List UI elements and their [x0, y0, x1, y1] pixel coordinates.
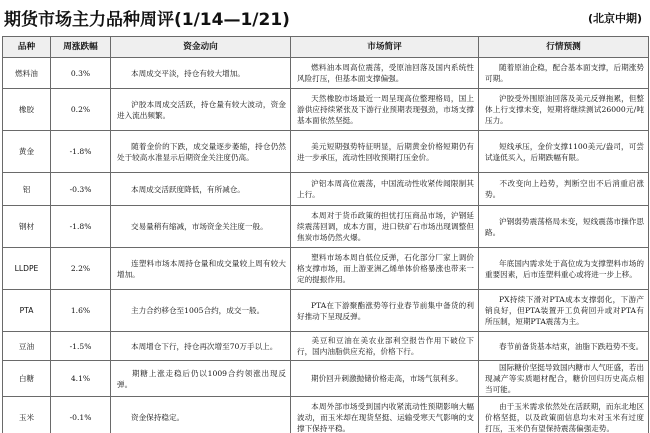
weekly-change: 2.2%	[51, 248, 111, 290]
futures-weekly-table	[2, 36, 649, 433]
forecast-value: 年底国内需求处于高位成为支撑塑料市场的重要因素，后市连塑料重心或将进一步上移。	[485, 258, 644, 279]
forecast-value: 由于玉米需求依然处在活跃期，而东北地区价格坚挺，以及政策面信息均未对玉米有过度打压，玉米仍有望保持震荡偏强走势。	[485, 402, 644, 433]
fund-flow-value: 连塑料市场本周持仓量和成交量较上周有较大增加。	[117, 258, 286, 279]
market-review-value: 塑料市场本周自低位反弹，石化部分厂家上调价格支撑市场，而上游亚洲乙烯单体价格暴涨也带来一定的提振作用。	[297, 253, 474, 284]
forecast-value: 沪钢弱势震荡格局未变，短线震荡市操作思路。	[485, 216, 644, 237]
forecast-text	[479, 290, 649, 332]
fund-flow-value: 本周增仓下行，持仓再次增至70万手以上。	[131, 341, 278, 351]
market-review-text	[291, 58, 479, 89]
fund-flow-text	[111, 290, 291, 332]
fund-flow-value: 期糖上涨走稳后仍以1009合约领涨出现反弹。	[117, 368, 286, 389]
fund-flow-text	[111, 58, 291, 89]
market-review-text	[291, 206, 479, 248]
variety-name: 橡胶	[3, 89, 51, 131]
fund-flow-text	[111, 397, 291, 433]
market-review-value: 燃料油本周高位震荡，受原油回落及国内系统性风险打压，但基本面支撑偏强。	[297, 63, 474, 83]
fund-flow-text	[111, 332, 291, 361]
weekly-change: -1.8%	[51, 206, 111, 248]
table-row	[3, 131, 649, 173]
market-review-value: PTA在下游聚酯涨势等行业春节前集中备货的利好推动下呈现反弹。	[297, 300, 474, 321]
forecast-text	[479, 361, 649, 397]
forecast-value: PX持续下滑对PTA成本支撑弱化，下游产销良好，但PTA装置开工负荷回升或对PTA有所压制，短期PTA震荡为主。	[485, 295, 644, 326]
market-review-text	[291, 89, 479, 131]
variety-name: 铝	[3, 173, 51, 206]
variety-name: 玉米	[3, 397, 51, 433]
weekly-change: -0.1%	[51, 397, 111, 433]
weekly-change: 0.2%	[51, 89, 111, 131]
market-review-text	[291, 131, 479, 173]
weekly-change: -0.3%	[51, 173, 111, 206]
forecast-value: 春节前备货基本结束，油脂下跌趋势不变。	[499, 341, 644, 351]
col-header-forecast: 行情预测	[479, 37, 649, 58]
weekly-change: 4.1%	[51, 361, 111, 397]
fund-flow-value: 沪胶本周成交活跃，持仓量有较大波动，资金进入流出频繁。	[117, 99, 286, 120]
market-review-text	[291, 173, 479, 206]
weekly-change: -1.5%	[51, 332, 111, 361]
col-header-fund-flow: 资金动向	[111, 37, 291, 58]
market-review-text	[291, 361, 479, 397]
forecast-text	[479, 332, 649, 361]
market-review-value: 美豆和豆油在美农业部利空报告作用下破位下行，国内油脂供应充裕，价格下行。	[297, 336, 474, 356]
col-header-weekly-change: 周涨跌幅	[51, 37, 111, 58]
forecast-value: 沪胶受外围原油回落及美元反弹拖累，但整体上行支撑未变，短期将继续测试26000元/吨压力。	[485, 94, 644, 125]
forecast-text	[479, 248, 649, 290]
forecast-value: 国际糖价坚挺导致国内糖市人气旺盛，若出现减产等实质题材配合，糖价回归历史高点相当可能。	[485, 363, 644, 394]
table-row	[3, 332, 649, 361]
market-review-text	[291, 290, 479, 332]
weekly-change: 1.6%	[51, 290, 111, 332]
market-review-value: 期价回升刺激抛储价格走高，市场气氛利多。	[311, 374, 463, 383]
fund-flow-text	[111, 361, 291, 397]
fund-flow-value: 主力合约移仓至1005合约，成交一般。	[131, 306, 265, 315]
variety-name: 白糖	[3, 361, 51, 397]
fund-flow-value: 本周成交活跃度降低，有所减仓。	[131, 184, 245, 194]
table-row	[3, 89, 649, 131]
variety-name: 豆油	[3, 332, 51, 361]
col-header-market-review: 市场简评	[291, 37, 479, 58]
market-review-text	[291, 248, 479, 290]
forecast-text	[479, 173, 649, 206]
fund-flow-value: 随着金价的下跌，成交量逐步萎缩，持仓仍然处于较高水准显示后期资金关注度仍高。	[117, 141, 286, 162]
fund-flow-text	[111, 131, 291, 173]
forecast-text	[479, 206, 649, 248]
table-row	[3, 248, 649, 290]
table-row	[3, 173, 649, 206]
forecast-value: 不改变向上趋势，判断空出不后消重启涨势。	[485, 179, 644, 199]
source-label: (北京中期)	[587, 12, 642, 25]
market-review-value: 天然橡胶市场最近一周呈现高位整理格局，国上游供应持续紧张及下游行业预期表现强劲，市场支撑基本面依然坚挺。	[297, 94, 474, 125]
variety-name: 钢材	[3, 206, 51, 248]
market-review-text	[291, 397, 479, 433]
variety-name: 黄金	[3, 131, 51, 173]
fund-flow-value: 交易量稍有缩减，市场资金关注度一般。	[131, 222, 268, 231]
forecast-value: 随着原油企稳，配合基本面支撑，后期涨势可期。	[485, 63, 644, 83]
weekly-change: 0.3%	[51, 58, 111, 89]
forecast-text	[479, 397, 649, 433]
fund-flow-value: 资金保持稳定。	[131, 413, 185, 422]
fund-flow-text	[111, 248, 291, 290]
col-header-variety: 品种	[3, 37, 51, 58]
variety-name: 燃料油	[3, 58, 51, 89]
table-header-row	[3, 37, 649, 58]
market-review-value: 沪铝本周高位震荡，中国流动性收紧传闻限制其上行。	[297, 179, 474, 199]
fund-flow-text	[111, 173, 291, 206]
table-row	[3, 58, 649, 89]
variety-name: PTA	[3, 290, 51, 332]
page-title: 期货市场主力品种周评(1/14—1/21)	[4, 10, 290, 30]
variety-name: LLDPE	[3, 248, 51, 290]
table-row	[3, 290, 649, 332]
market-review-value: 本周外部市场受到国内收紧流动性预期影响大幅波动，而玉米却在现货坚挺、运输受寒天气影响的支撑下保持平稳。	[297, 402, 474, 433]
table-row	[3, 361, 649, 397]
forecast-text	[479, 131, 649, 173]
forecast-value: 短线承压，金价支撑1100美元/盎司，可尝试逢低买入，后期跌幅有限。	[485, 141, 644, 162]
forecast-text	[479, 89, 649, 131]
weekly-change: -1.8%	[51, 131, 111, 173]
market-review-value: 美元短期强势特征明显，后期黄金价格短期仍有进一步承压，流动性回收预期打压金价。	[297, 141, 474, 162]
forecast-text	[479, 58, 649, 89]
table-row	[3, 397, 649, 433]
market-review-value: 本周对于货币政策的担忧打压商品市场，沪钢延续震荡回调，成本方面，进口铁矿石市场出现调整但焦炭市场仍然火爆。	[297, 211, 474, 242]
fund-flow-text	[111, 89, 291, 131]
page-header	[0, 0, 650, 34]
table-row	[3, 206, 649, 248]
fund-flow-value: 本周成交平淡，持仓有较大增加。	[131, 68, 245, 78]
market-review-text	[291, 332, 479, 361]
fund-flow-text	[111, 206, 291, 248]
